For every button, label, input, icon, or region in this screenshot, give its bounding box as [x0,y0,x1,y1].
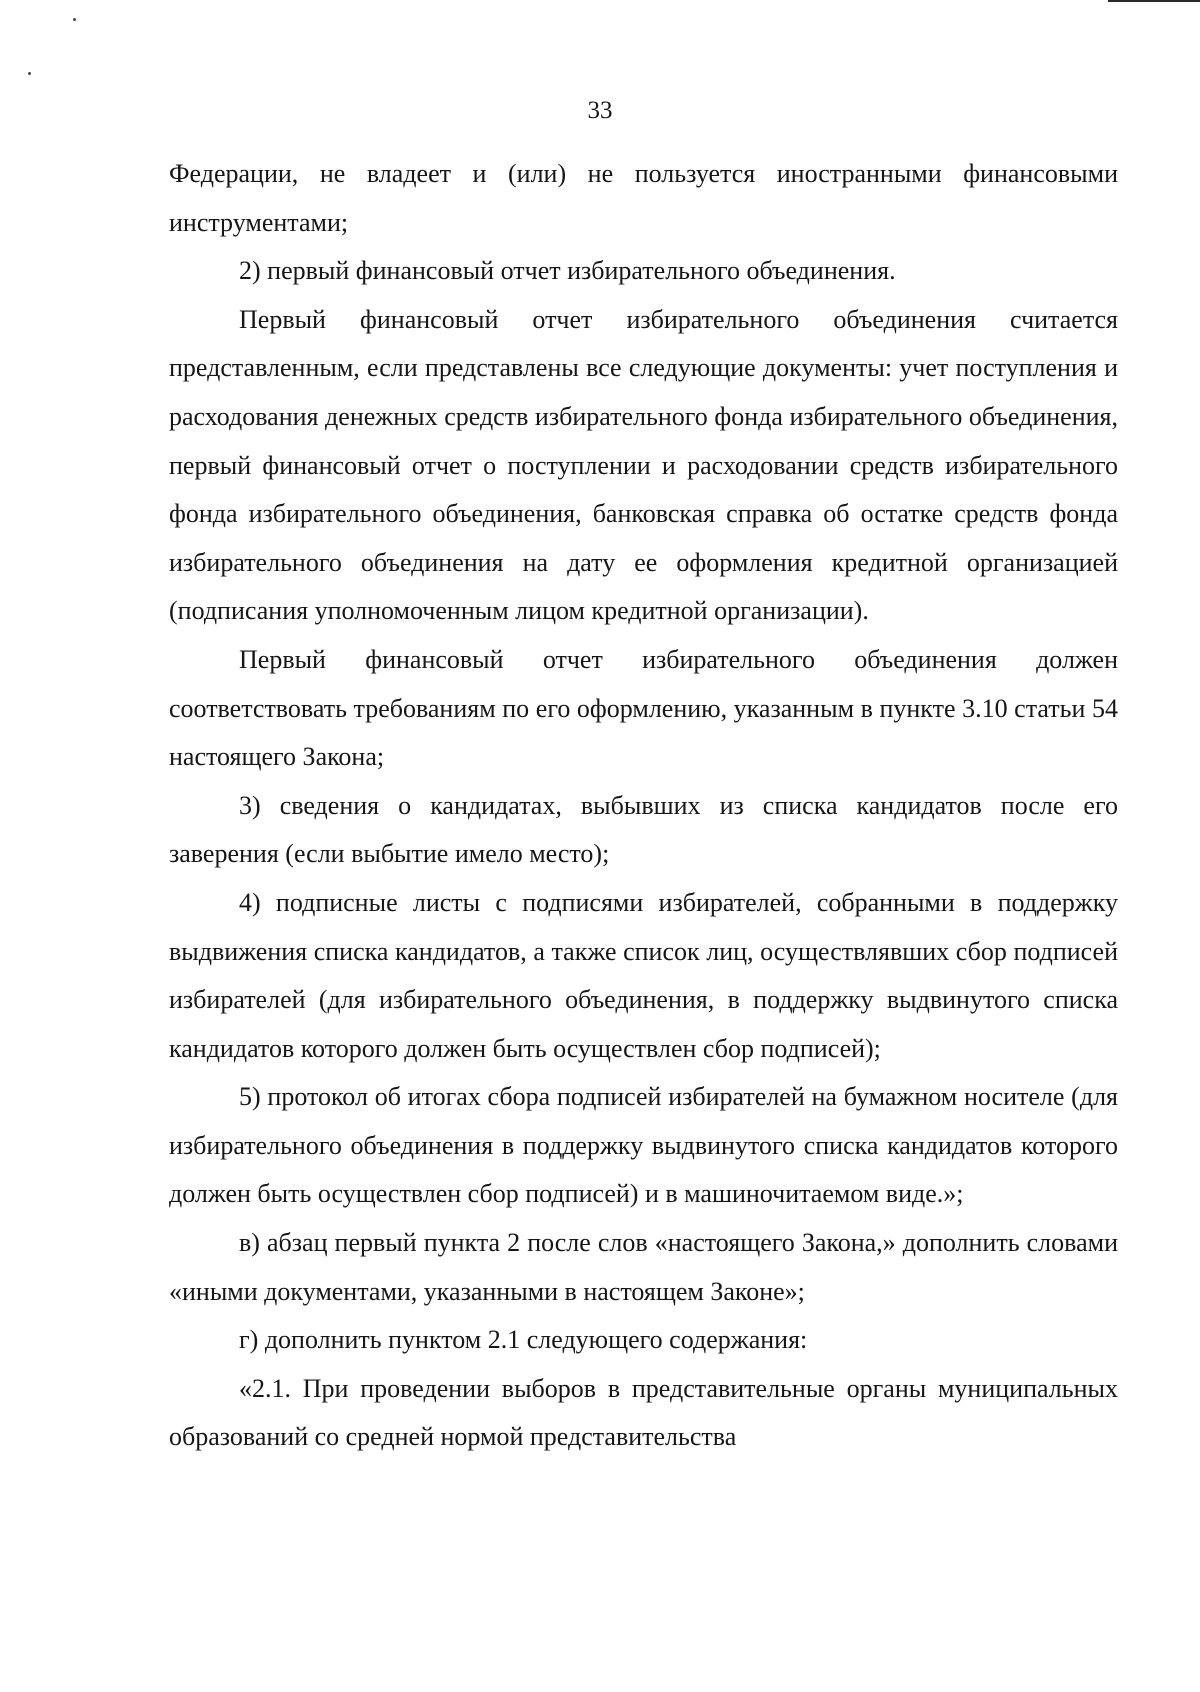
page-number: 33 [587,97,613,124]
paragraph-point-2-1: «2.1. При проведении выборов в представительные органы муниципальных образований со средней нормой представительства [169,1373,1118,1452]
paragraph-item-v: в) абзац первый пункта 2 после слов «настоящего Закона,» дополнить словами «иными документами, указанными в настоящем Законе»; [169,1228,1118,1306]
document-body [169,150,1118,1462]
paragraph-first-report-definition: Первый финансовый отчет избирательного объединения считается представленным, если представлены все следующие документы: учет поступления и расходования денежных средств избирательного фонда избирательного объединения, первый финансовый отчет о поступлении и расходовании средств избирательного фонда избирательного объединения, банковская справка об остатке средств фонда избирательного объединения на дату ее оформления кредитной организацией (подписания уполномоченным лицом кредитной организации). [169,304,1118,626]
scan-speck [73,18,76,21]
scan-speck [28,72,31,75]
paragraph-item-3: 3) сведения о кандидатах, выбывших из списка кандидатов после его заверения (если выбытие имело место); [169,790,1118,869]
paragraph-item-5: 5) протокол об итогах сбора подписей избирателей на бумажном носителе (для избирательного объединения в поддержку выдвинутого списка кандидатов которого должен быть осуществлен сбор подписей) и в машиночитаемом виде.»; [169,1082,1118,1209]
paragraph-first-report-requirements: Первый финансовый отчет избирательного объединения должен соответствовать требованиям по его оформлению, указанным в пункте 3.10 статьи 54 настоящего Закона; [169,644,1118,772]
paragraph-item-g: г) дополнить пунктом 2.1 следующего содержания: [239,1325,808,1355]
paragraph-continuation: Федерации, не владеет и (или) не пользуется иностранными финансовыми инструментами; [169,159,1118,237]
paragraph-item-2: 2) первый финансовый отчет избирательного объединения. [239,256,896,286]
scan-edge-line [1108,0,1200,2]
paragraph-item-4: 4) подписные листы с подписями избирателей, собранными в поддержку выдвижения списка кандидатов, а также список лиц, осуществлявших сбор подписей избирателей (для избирательного объединения, в поддержку выдвинутого списка кандидатов которого должен быть осуществлен сбор подписей); [169,887,1118,1063]
